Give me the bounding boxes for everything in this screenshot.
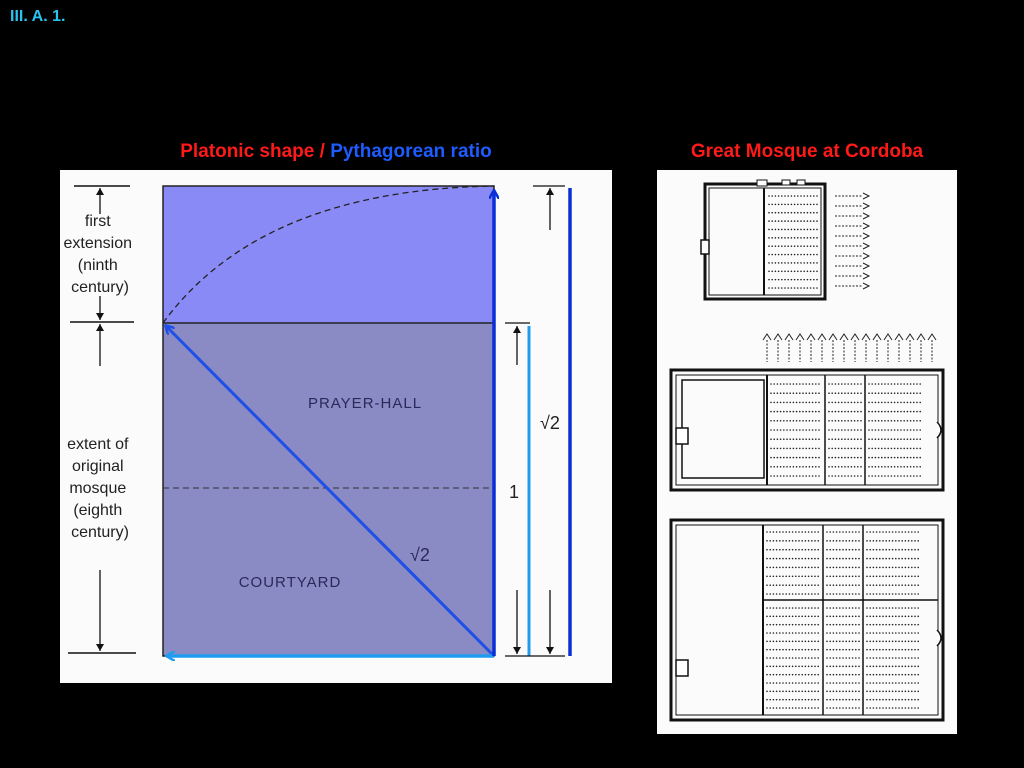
proportion-diagram-svg: [60, 170, 612, 683]
plan-original-mosque: [701, 180, 869, 299]
one-label: 1: [509, 482, 520, 502]
left-title: [60, 141, 612, 163]
slide-number: III. A. 1.: [10, 8, 66, 25]
prayer-hall-label: PRAYER-HALL: [307, 395, 423, 412]
mosque-plans-svg: [657, 170, 957, 734]
left-title-part2: Pythagorean ratio: [330, 141, 492, 162]
left-title-part1: Platonic shape /: [180, 141, 325, 162]
sqrt2-diagonal-label: √2: [410, 545, 430, 565]
first-extension-label: first extension (ninth century): [63, 213, 133, 296]
original-mosque-label: extent of original mosque (eighth century): [67, 436, 129, 541]
right-title: Great Mosque at Cordoba: [690, 141, 924, 162]
courtyard-label: COURTYARD: [238, 574, 342, 591]
first-extension-area: [163, 186, 494, 323]
proportion-diagram: [60, 170, 612, 683]
plan-first-extension: [671, 334, 943, 490]
sqrt2-outer-label: √2: [540, 413, 560, 433]
mosque-plans: [657, 170, 957, 734]
plan-later-extension: [671, 520, 943, 720]
